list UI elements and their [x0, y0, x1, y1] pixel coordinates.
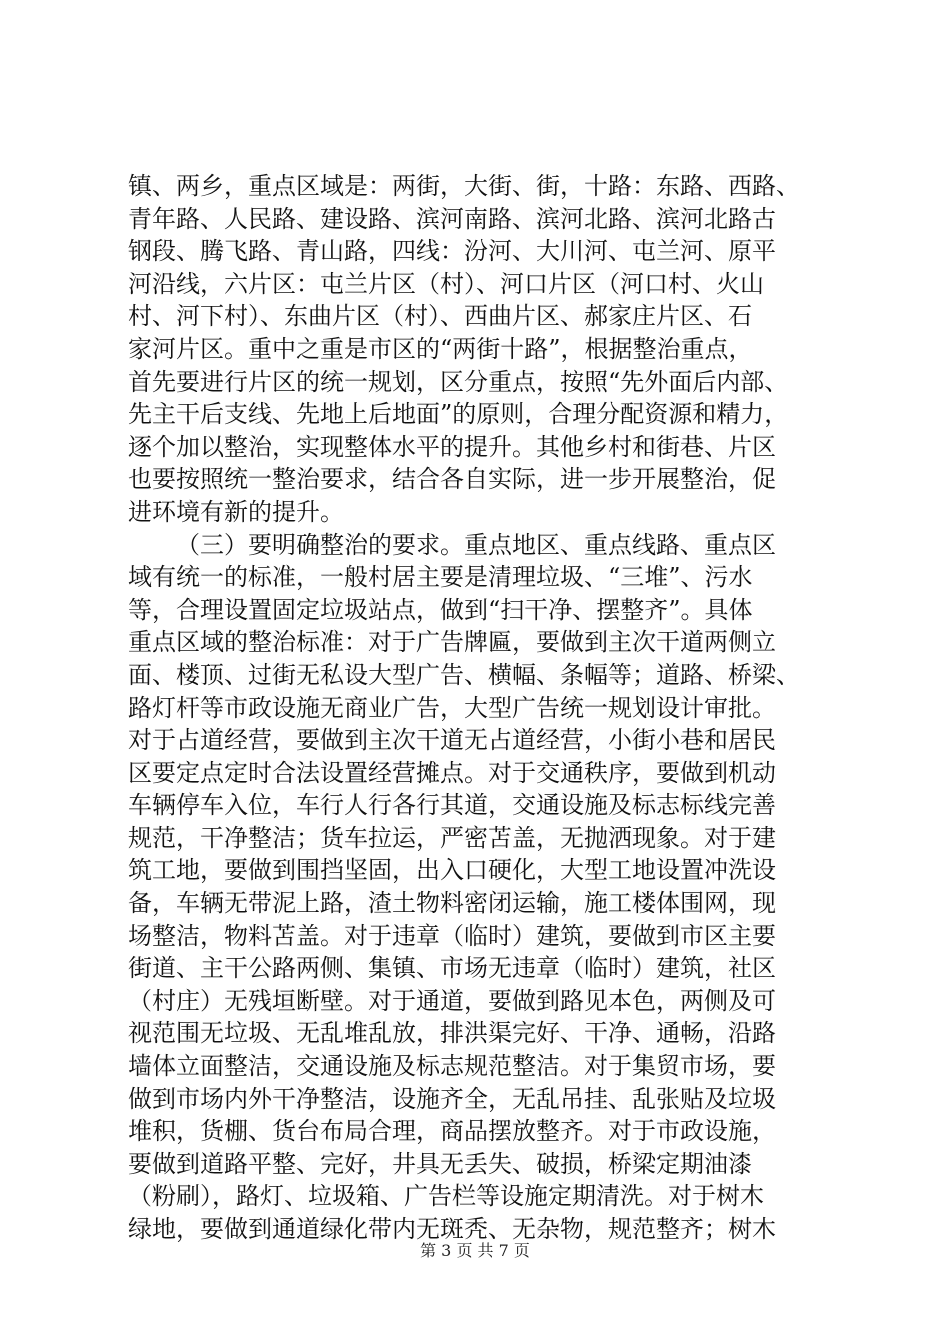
page-number-footer: 第 3 页 共 7 页 — [420, 1241, 530, 1260]
text-line: 堆积，货棚、货台布局合理，商品摆放整齐。对于市政设施， — [128, 1117, 776, 1146]
body-text — [128, 170, 828, 1246]
text-line: 视范围无垃圾、无乱堆乱放，排洪渠完好、干净、通畅，沿路 — [128, 1019, 776, 1048]
text-line: 做到市场内外干净整洁，设施齐全，无乱吊挂、乱张贴及垃圾 — [128, 1084, 776, 1113]
text-line: 首先要进行片区的统一规划，区分重点，按照“先外面后内部、 — [128, 367, 789, 396]
text-line: 墙体立面整洁，交通设施及标志规范整洁。对于集贸市场，要 — [128, 1052, 776, 1081]
paragraph-start-line: （三）要明确整治的要求。重点地区、重点线路、重点区 — [176, 530, 776, 559]
text-line: 区要定点定时合法设置经营摊点。对于交通秩序，要做到机动 — [128, 758, 776, 787]
text-line: 逐个加以整治，实现整体水平的提升。其他乡村和街巷、片区 — [128, 432, 776, 461]
text-line: 重点区域的整治标准：对于广告牌匾，要做到主次干道两侧立 — [128, 628, 776, 657]
text-line: （村庄）无残垣断壁。对于通道，要做到路见本色，两侧及可 — [128, 986, 776, 1015]
text-line: 村、河下村）、东曲片区（村）、西曲片区、郝家庄片区、石 — [128, 302, 752, 331]
text-line: 对于占道经营，要做到主次干道无占道经营，小街小巷和居民 — [128, 726, 776, 755]
text-line: 备，车辆无带泥上路，渣土物料密闭运输，施工楼体围网，现 — [128, 889, 776, 918]
text-line: 要做到道路平整、完好，井具无丢失、破损，桥梁定期油漆 — [128, 1149, 752, 1178]
text-line: 河沿线，六片区：屯兰片区（村）、河口片区（河口村、火山 — [128, 269, 764, 298]
text-line: 进环境有新的提升。 — [128, 497, 344, 526]
text-line: 绿地，要做到通道绿化带内无斑秃、无杂物，规范整齐；树木 — [128, 1215, 776, 1243]
text-line: （粉刷），路灯、垃圾箱、广告栏等设施定期清洗。对于树木 — [128, 1182, 764, 1211]
text-line: 筑工地，要做到围挡坚固，出入口硬化，大型工地设置冲洗设 — [128, 856, 776, 885]
text-line: 路灯杆等市政设施无商业广告，大型广告统一规划设计审批。 — [128, 693, 776, 722]
text-line: 青年路、人民路、建设路、滨河南路、滨河北路、滨河北路古 — [128, 204, 776, 233]
text-line: 场整洁，物料苫盖。对于违章（临时）建筑，要做到市区主要 — [128, 921, 776, 950]
text-line: 钢段、腾飞路、青山路，四线：汾河、大川河、屯兰河、原平 — [128, 237, 776, 266]
text-line: 面、楼顶、过街无私设大型广告、横幅、条幅等；道路、桥梁、 — [128, 660, 800, 689]
text-line: 车辆停车入位，车行人行各行其道，交通设施及标志标线完善 — [128, 791, 776, 820]
text-line: 域有统一的标准，一般村居主要是清理垃圾、“三堆”、污水 — [128, 563, 753, 592]
text-line: 也要按照统一整治要求，结合各自实际，进一步开展整治，促 — [128, 465, 776, 494]
text-line: 等，合理设置固定垃圾站点，做到“扫干净、摆整齐”。具体 — [128, 595, 753, 624]
text-line: 先主干后支线、先地上后地面”的原则，合理分配资源和精力， — [128, 400, 789, 429]
text-line: 镇、两乡，重点区域是：两街，大街、街，十路：东路、西路、 — [128, 172, 800, 200]
text-line: 街道、主干公路两侧、集镇、市场无违章（临时）建筑，社区 — [128, 954, 776, 983]
text-line: 规范，干净整洁；货车拉运，严密苫盖，无抛洒现象。对于建 — [128, 823, 776, 852]
text-line: 家河片区。重中之重是市区的“两街十路”，根据整治重点， — [128, 334, 753, 363]
